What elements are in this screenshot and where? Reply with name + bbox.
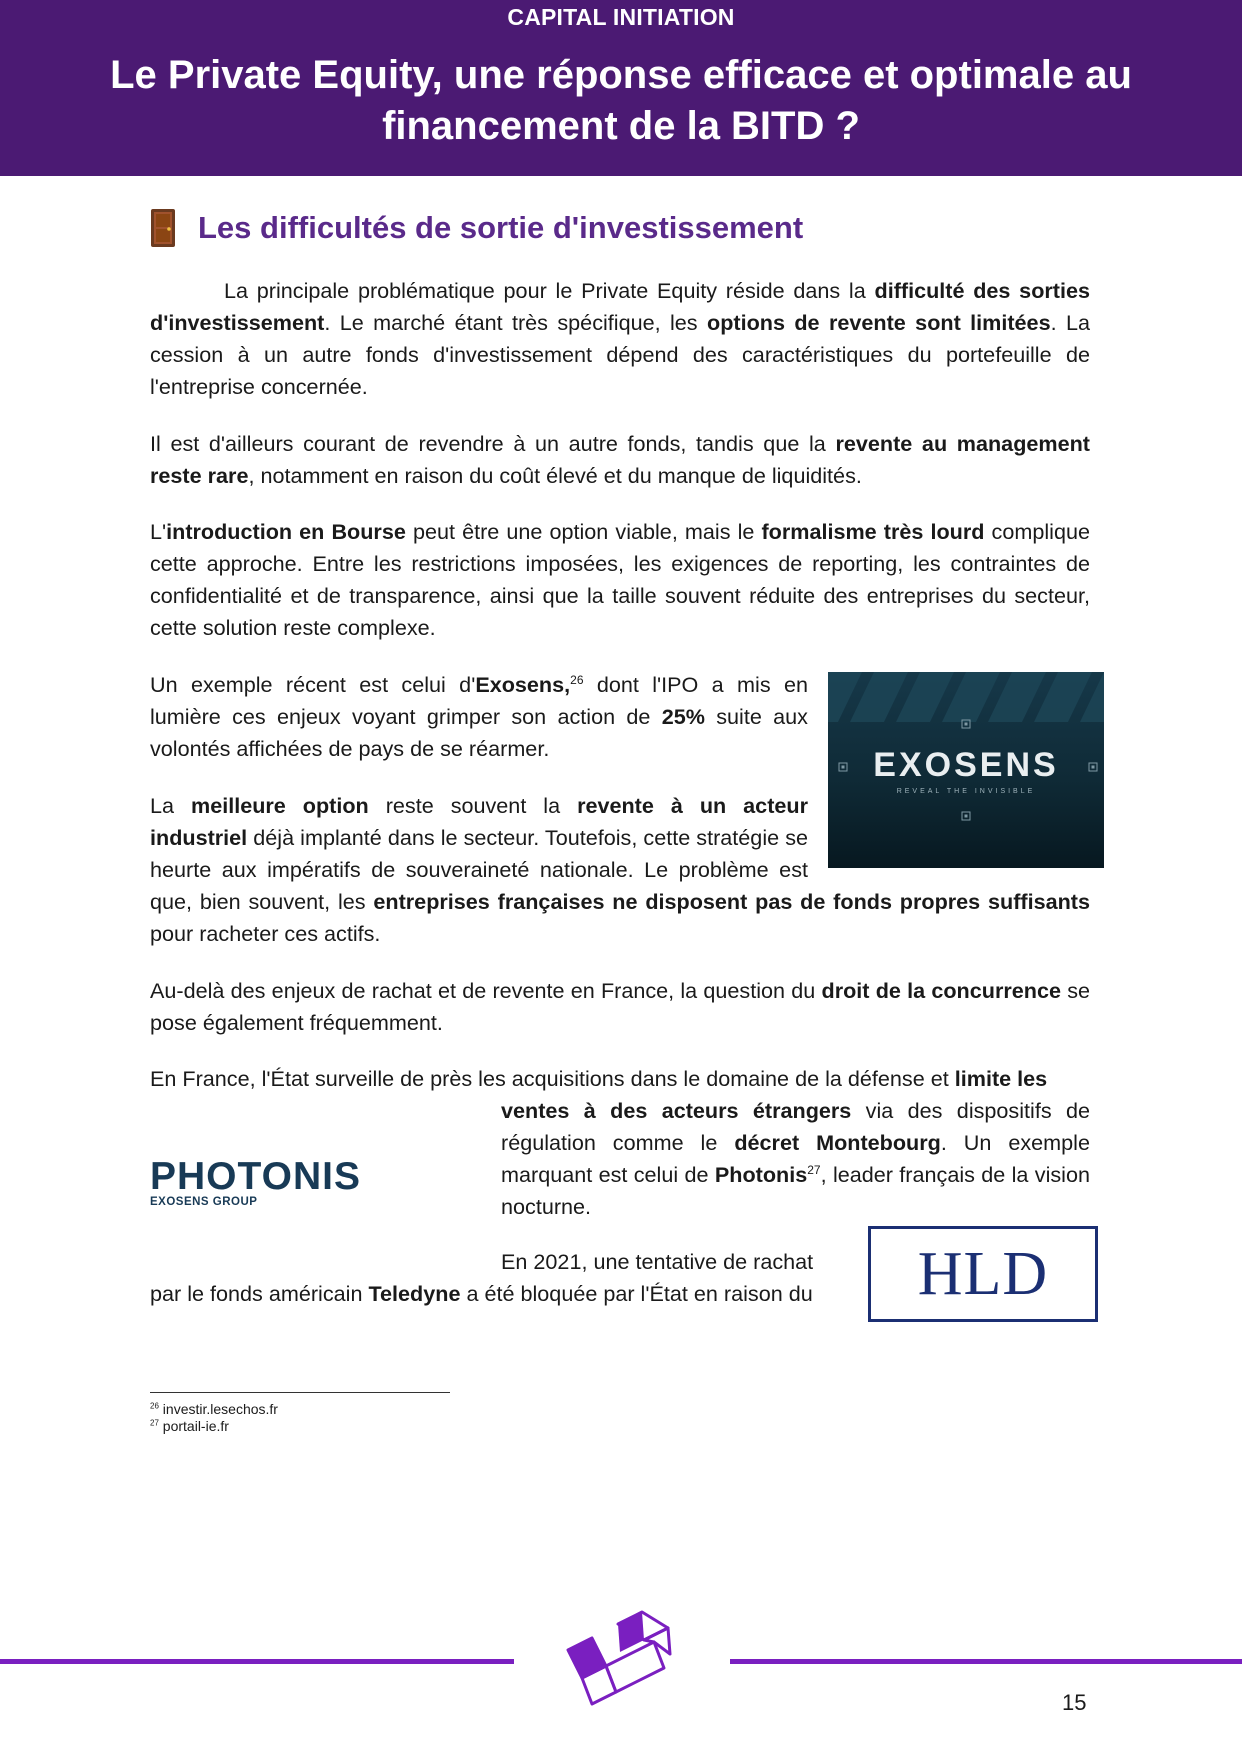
hld-logo <box>868 1226 1098 1322</box>
photonis-logo-text: PHOTONIS <box>150 1155 361 1198</box>
paragraph-5-wrapped: La meilleure option reste souvent la revente à un acteur industriel déjà implanté dans le secteur. Toutefois, cette stratégie se heurte aux impératifs de souveraineté nationale. Le problème est que, bien souvent, les entreprises françaises ne disposent pas de fonds propres suffisants pour racheter ces actifs. <box>150 790 1090 950</box>
paragraph-7-rest: ventes à des acteurs étrangers via des dispositifs de régulation comme le décret Montebourg. Un exemple marquant est celui de Photonis$^{27}$, leader français de la vision nocturne. <box>501 1098 1090 1219</box>
exosens-tagline: REVEAL THE INVISIBLE <box>896 788 1036 795</box>
section-heading <box>150 205 803 251</box>
page-title: Le Private Equity, une réponse efficace et optimale au financement de la BITD ? <box>110 53 1132 148</box>
footnote-26: $^{26}$ investir.lesechos.fr <box>150 1401 278 1417</box>
footer-bar-left <box>0 1659 514 1664</box>
paragraph-4: Un exemple récent est celui d'Exosens,$^{26}$ dont l'IPO a mis en lumière ces enjeux voyant grimper son action de 25% suite aux volontés affichées de pays de se réarmer. <box>150 672 808 761</box>
paragraph-8-line1: En 2021, une tentative de rachat <box>501 1249 814 1274</box>
door-icon <box>150 208 176 248</box>
footnote-divider <box>150 1392 450 1393</box>
cube-logo-icon <box>558 1602 683 1712</box>
paragraph-3: L'introduction en Bourse peut être une option viable, mais le formalisme très lourd complique cette approche. Entre les restrictions imposées, les exigences de reporting, les contraintes de confidentialité et de transparence, ainsi que la taille souvent réduite des entreprises du secteur, cette solution reste complexe. <box>150 519 1090 640</box>
hld-logo-text: HLD <box>917 1239 1049 1308</box>
footer-bar-right <box>730 1659 1242 1664</box>
page-number: 15 <box>1062 1690 1087 1715</box>
photonis-group-text: EXOSENS GROUP <box>150 1196 258 1208</box>
exosens-logo-text: EXOSENS <box>873 746 1059 784</box>
paragraph-1: La principale problématique pour le Private Equity réside dans la difficulté des sorties d'investissement. Le marché étant très spécifique, les options de revente sont limitées. La cession à un autre fonds d'investissement dépend des caractéristiques du portefeuille de l'entreprise concernée. <box>150 278 1090 399</box>
paragraph-7-line1: En France, l'État surveille de près les acquisitions dans le domaine de la défense et limite les <box>150 1066 1048 1091</box>
photonis-logo <box>150 1155 446 1208</box>
image-wrap-spacer <box>808 790 1090 886</box>
footnote-ref-27: 27 <box>807 1162 821 1177</box>
paragraph-2: Il est d'ailleurs courant de revendre à un autre fonds, tandis que la revente au management reste rare, notamment en raison du coût élevé et du manque de liquidités. <box>150 431 1090 488</box>
paragraph-8-line2: par le fonds américain Teledyne a été bloquée par l'État en raison du <box>150 1281 813 1306</box>
footnote-ref-26: 26 <box>570 672 584 687</box>
page-header <box>0 0 1242 176</box>
brand-name: CAPITAL INITIATION <box>507 4 735 30</box>
section-title: Les difficultés de sortie d'investissement <box>198 210 804 245</box>
paragraph-6: Au-delà des enjeux de rachat et de revente en France, la question du droit de la concurrence se pose également fréquemment. <box>150 978 1091 1035</box>
footnote-27: $^{27}$ portail-ie.fr <box>150 1418 229 1434</box>
